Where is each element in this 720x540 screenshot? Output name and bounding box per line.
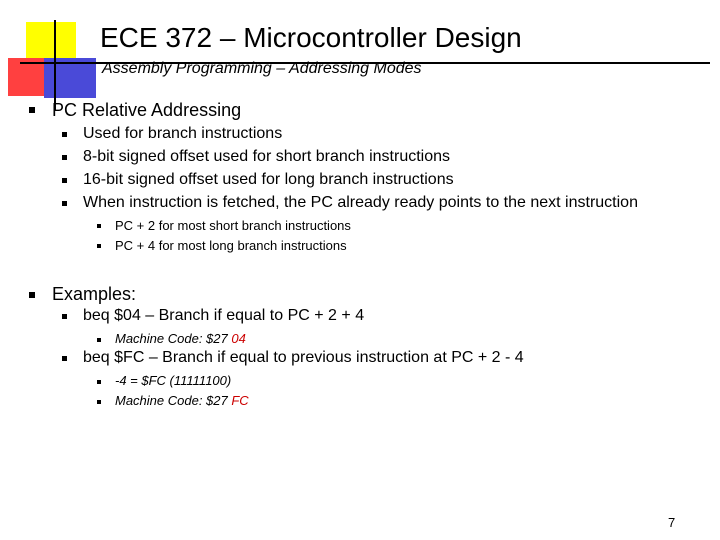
slide-subtitle: Assembly Programming – Addressing Modes (102, 60, 422, 77)
example-1-machine-code (115, 331, 246, 346)
bullet-square-icon (62, 314, 67, 319)
machine-code-offset: FC (231, 393, 249, 408)
bullet-square-icon (29, 107, 35, 113)
machine-code-prefix: Machine Code: $27 (115, 393, 232, 408)
machine-code-prefix: Machine Code: $27 (115, 331, 232, 346)
bullet-square-icon (97, 400, 101, 404)
bullet-square-icon (97, 244, 101, 248)
slide-title: ECE 372 – Microcontroller Design (100, 22, 522, 53)
example-1-text: beq $04 – Branch if equal to PC + 2 + 4 (83, 307, 365, 324)
point-fetch: When instruction is fetched, the PC already ready points to the next instruction (83, 194, 638, 211)
page-number: 7 (668, 515, 676, 530)
subpoint-short: PC + 2 for most short branch instructions (115, 218, 351, 233)
example-2-machine-code (115, 393, 249, 408)
example-2-note: -4 = $FC (11111100) (115, 373, 232, 388)
heading-examples: Examples: (52, 284, 137, 304)
example-2-text: beq $FC – Branch if equal to previous instruction at PC + 2 - 4 (83, 349, 524, 366)
bullet-square-icon (97, 224, 101, 228)
point-8bit: 8-bit signed offset used for short branch instructions (83, 148, 451, 165)
bullet-square-icon (29, 292, 35, 298)
bullet-square-icon (62, 201, 67, 206)
heading-pc-relative: PC Relative Addressing (52, 100, 242, 120)
bullet-square-icon (97, 338, 101, 342)
machine-code-offset: 04 (231, 331, 246, 346)
point-16bit: 16-bit signed offset used for long branch instructions (83, 171, 454, 188)
bullet-square-icon (62, 356, 67, 361)
bullet-square-icon (62, 155, 67, 160)
point-branch: Used for branch instructions (83, 125, 283, 142)
subpoint-long: PC + 4 for most long branch instructions (115, 238, 347, 253)
bullet-square-icon (62, 132, 67, 137)
bullet-square-icon (97, 380, 101, 384)
bullet-square-icon (62, 178, 67, 183)
